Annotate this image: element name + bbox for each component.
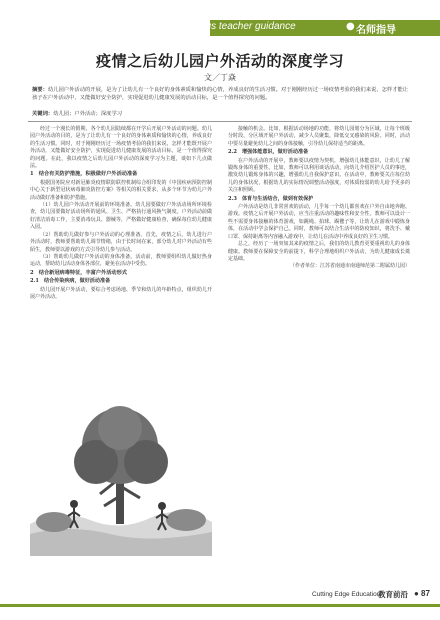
column-name: 名师指导 <box>356 25 396 36</box>
body-paragraph: 经过一个漫长的假期，各个幼儿园陆续都在开学后开展户外活动的问题。幼儿园户外活动的目的，是为了让幼儿有一个良好的身体素质和愉快的心情，养成良好的生活习惯。同时，对于刚刚经历过一场疫情考验的我们来说，怎样才能既开展户外活动，又能做好安全防护，实现促进幼儿健康发展的活动目标，是一个值得探究的问题。在此，我以疫情之后幼儿园户外活动的深度学习为主题，谈如下几点做法。 <box>30 126 212 170</box>
body-paragraph: （1）幼儿园户外活动开展前的环境准备。幼儿园要做好户外活动场所环境检查，幼儿园要做好活动场所的通风、卫生、严格执行通风换气制度。户外活动前做好清洁消毒工作，主要消毒玩具、器械等，严格做好健康检查，确保每位幼儿健康入园。 <box>30 202 212 231</box>
article-author: 文／丁焱 <box>204 73 236 82</box>
right-column <box>228 126 410 271</box>
journal-series-label: Famous teacher guidance <box>180 21 296 32</box>
abstract-text: 幼儿园户外活动的开展，是为了让幼儿有一个良好的身体素质和愉快的心情，养成良好的生活习惯。对于刚刚经历过一场疫情考验的我们来说，怎样才能让孩子在户外活动中，又能做好安全防护，实现促进幼儿健康发展的活动目标，是一个值得探究的问题。 <box>32 87 409 101</box>
keywords-text: 幼儿园；户外活动；深度学习 <box>53 111 123 117</box>
abstract-label: 摘要： <box>32 87 48 93</box>
body-paragraph: 根据国务院应对新冠肺炎疫情联防联控机制综合组印发的《中国疾病预防控制中心关于新型冠状病毒肺炎防控方案》等相关的相关要求，从多个环节为幼儿户外活动做好准备和防护措施。 <box>30 179 212 201</box>
footer-journal-en: Cutting Edge Education <box>312 591 381 598</box>
body-paragraph: 在户外活动的开展中，教师要以疫情为契机，增强幼儿体能意识，让幼儿了解锻炼身体的重要性。比如，教师可以利用谈话活动，向幼儿介绍医护人员的事迹，激发幼儿锻炼身体的兴趣，增强幼儿自我保护意识。在活动中，教师要关注每位幼儿的身体状况，根据幼儿的实际情况调整活动强度，对体质较弱的幼儿给予更多的关注和照顾。 <box>228 157 410 194</box>
article-abstract <box>32 86 410 102</box>
author-unit: （作者单位：江苏省南通市南通师范第二附属幼儿园） <box>289 263 410 270</box>
section-heading: 1 结合有关防护措施，积极做好户外活动准备 <box>30 171 138 178</box>
footer-bar <box>0 604 440 607</box>
section-heading: 2 结合新冠病毒特征，丰富户外活动形式 <box>30 269 127 276</box>
keywords-label: 关键词： <box>32 111 54 117</box>
footer-journal-cn: 教育前沿 <box>378 590 408 599</box>
left-column <box>30 126 212 301</box>
divider-rule <box>28 121 412 122</box>
body-paragraph: （3）帮助幼儿做好户外活动的身体准备。活动前，教师要组织幼儿做好热身运动，帮助幼儿活动身体各部位，避免在活动中受伤。 <box>30 253 212 268</box>
body-paragraph: 总之，经历了一场突如其来的疫情之后，我们的幼儿教育更要重视幼儿的身体健康。教师要在保障安全的前提下，科学合理地组织户外活动，为幼儿健康成长奠定基础。 <box>228 241 410 262</box>
decorative-illustration <box>30 406 212 556</box>
article-title: 疫情之后幼儿园户外活动的深度学习 <box>95 52 344 70</box>
article-keywords <box>32 110 410 118</box>
subsection-heading: 2.2 增强体能意识，做好活动准备 <box>228 149 309 156</box>
subsection-heading: 2.1 结合传染疾病，做好活动准备 <box>30 278 111 285</box>
page-number: ● 87 <box>414 589 430 598</box>
body-paragraph: 户外活动是幼儿非常喜欢的活动，几乎每一个幼儿都喜欢在户外自由地奔跑、游戏。疫情之后开展户外活动，应当注重活动的趣味性和安全性。教师可以设计一些不需要身体接触的体育游戏，如跳绳、拍球、踢毽子等，让幼儿在游戏中锻炼身体，在活动中学会保护自己。同时，教师可以结合生活中的防疫知识，将洗手、戴口罩、保持距离等内容融入游戏中，让幼儿在活动中养成良好的卫生习惯。 <box>228 204 410 240</box>
body-paragraph: 接触的机会。比如，根据活动场地的功能，将幼儿园划分为区域，让每个班级分时段、分区域开展户外活动，减少人员聚集，降低交叉感染的风险。同时，活动中要尽量避免幼儿之间的身体接触，引导幼儿保持适当的距离。 <box>228 126 410 147</box>
subsection-heading: 2.3 体育与生活结合，做到有效保护 <box>228 195 314 202</box>
body-paragraph: 幼儿园开展户外活动，要综合考虑场地、季节和幼儿的年龄特点，组织幼儿开展户外活动。 <box>30 286 212 300</box>
header-separator: ● <box>346 21 355 32</box>
page-header <box>0 0 440 44</box>
body-paragraph: （2）帮助幼儿做好参与户外活动的心理准备。首先，疫情之后，幼儿进行户外活动时，教师要帮助幼儿调节情绪，由于长时间在家，部分幼儿对户外活动有些陌生，教师要以游戏的方式引导幼儿参与活动。 <box>30 231 212 253</box>
